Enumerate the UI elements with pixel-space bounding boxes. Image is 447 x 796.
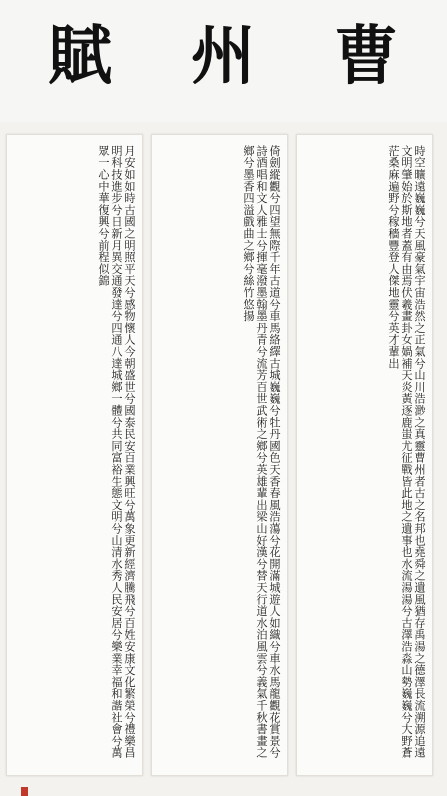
calligraphy-panel-middle: [151, 134, 288, 776]
panel-middle-text: 倚劍縱觀兮四望無際千年古道兮車馬絡繹古城巍巍兮牡丹國色天香春風浩蕩兮花開滿城遊人如織兮車水馬龍觀花賞景兮詩酒唱和文人雅士兮揮毫潑墨翰墨丹青兮流芳百世武術之鄉兮英雄輩出梁山好漢兮替天行道水泊風雲兮義氣千秋書畫之鄉兮墨香四溢戲曲之鄉兮絲竹悠揚: [242, 145, 281, 759]
panel-right-text: 時空曠遠巍巍兮天風豪氣宇宙浩然之正氣兮山川浩渺之真靈曹州者古之名邦也堯舜之遺風猶存禹湯之德澤長流溯源追遠文明肇始於斯地者蓋有由焉伏羲畫卦女媧補天炎黃逐鹿蚩尤征戰皆此地之遺事也水流湯湯兮古澤浩淼山勢巍巍兮大野蒼茫桑麻遍野兮稼穡豐登人傑地靈兮英才輩出: [387, 145, 426, 759]
panel-left-text: 月安如如時古國之明照平天兮感物懷人今朝盛世兮國泰民安百業興旺兮萬象更新經濟騰飛兮百姓安康文化繁榮兮禮樂昌明科技進步兮日新月異交通發達兮四通八達城鄉一體兮共同富裕生態文明兮山清水秀人民安居兮樂業幸福和諧社會兮萬眾一心中華復興兮前程似錦: [97, 145, 136, 759]
title-char-fu: 賦: [48, 19, 112, 94]
title-char-zhou: 州: [191, 19, 255, 94]
calligraphy-panel-right: [296, 134, 433, 776]
calligraphy-panel-left: [6, 134, 143, 776]
title-banner: [0, 0, 447, 122]
title-char-cao: 曹: [334, 19, 398, 94]
red-seal-stamp: [21, 787, 28, 796]
